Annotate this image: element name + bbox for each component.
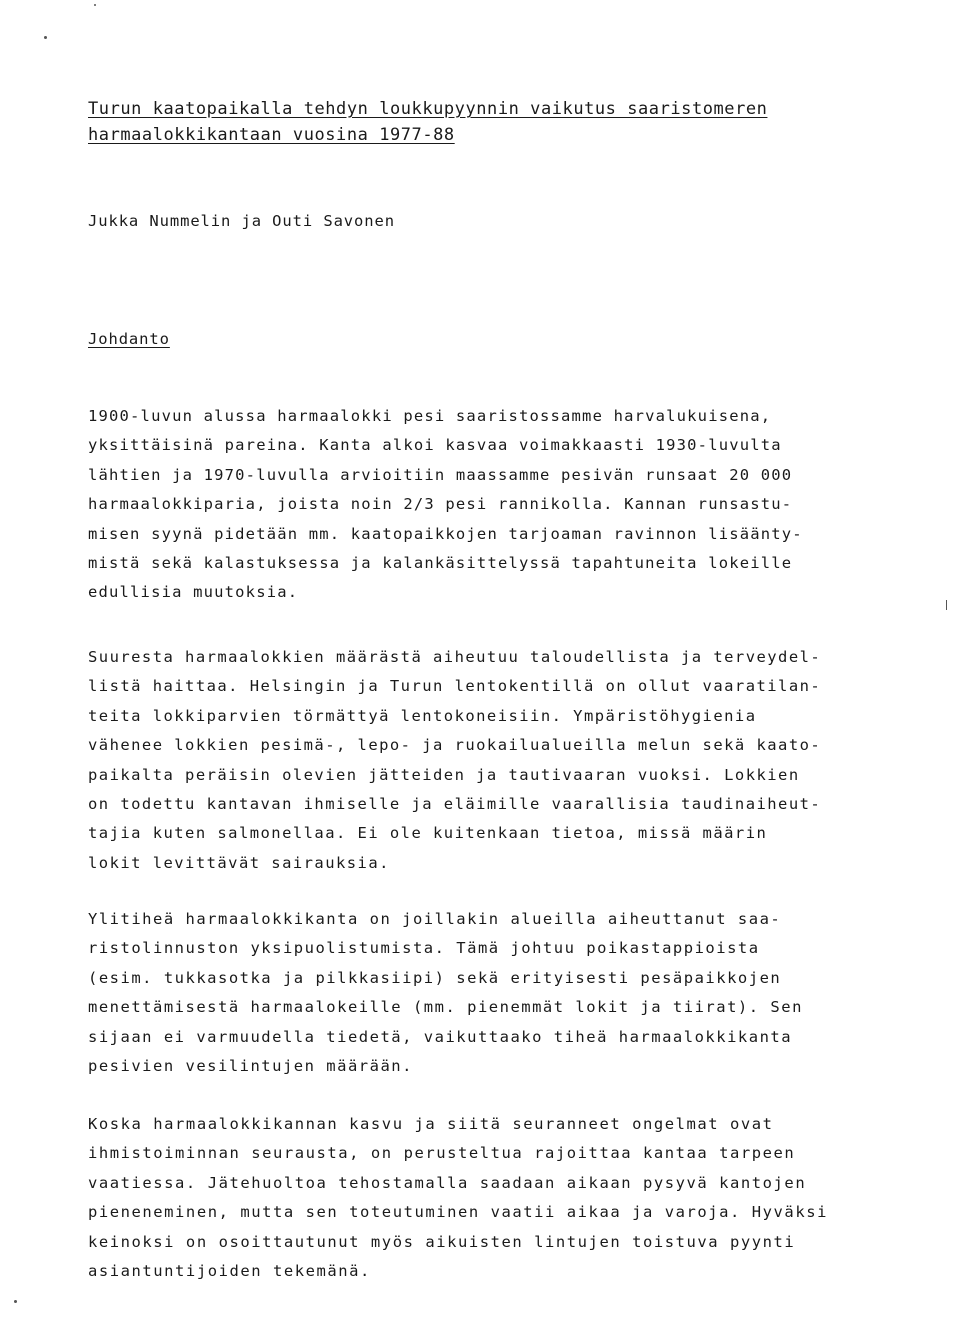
scan-speck bbox=[44, 36, 47, 39]
paragraph-line: asiantuntijoiden tekemänä. bbox=[88, 1261, 371, 1280]
paragraph-line: paikalta peräisin olevien jätteiden ja tautivaaran vuoksi. Lokkien bbox=[88, 765, 800, 784]
paragraph-line: harmaalokkiparia, joista noin 2/3 pesi rannikolla. Kannan runsastu- bbox=[88, 495, 793, 514]
paragraph-line: (esim. tukkasotka ja pilkkasiipi) sekä erityisesti pesäpaikkojen bbox=[88, 968, 782, 987]
scan-speck bbox=[946, 600, 947, 610]
paragraph-line: edullisia muutoksia. bbox=[88, 583, 299, 602]
document-title bbox=[88, 96, 888, 148]
paragraph-line: vähenee lokkien pesimä-, lepo- ja ruokailualueilla melun sekä kaato- bbox=[88, 736, 822, 755]
paragraph-line: yksittäisinä pareina. Kanta alkoi kasvaa voimakkaasti 1930-luvulta bbox=[88, 436, 782, 455]
paragraph-line: misen syynä pidetään mm. kaatopaikkojen tarjoaman ravinnon lisäänty- bbox=[88, 524, 803, 543]
paragraph-line: keinoksi on osoittautunut myös aikuisten lintujen toistuva pyynti bbox=[88, 1232, 796, 1251]
paragraph-line: ristolinnuston yksipuolistumista. Tämä johtuu poikastappioista bbox=[88, 939, 760, 958]
paragraph-line: mistä sekä kalastuksessa ja kalankäsittelyssä tapahtuneita lokeille bbox=[88, 553, 793, 572]
paragraph-line: lähtien ja 1970-luvulla arvioitiin maassamme pesivän runsaat 20 000 bbox=[88, 465, 793, 484]
title-line: harmaalokkikantaan vuosina 1977-88 bbox=[88, 125, 455, 145]
paragraph-line: vaatiessa. Jätehuoltoa tehostamalla saadaan aikaan pysyvä kantojen bbox=[88, 1173, 807, 1192]
paragraph-line: sijaan ei varmuudella tiedetä, vaikuttaako tiheä harmaalokkikanta bbox=[88, 1027, 793, 1046]
paragraph-line: Suuresta harmaalokkien määrästä aiheutuu taloudellista ja terveydel- bbox=[88, 648, 822, 666]
paragraph-line: teita lokkiparvien törmättyä lentokoneisiin. Ympäristöhygienia bbox=[88, 706, 757, 725]
paragraph-line: pieneneminen, mutta sen toteutuminen vaatii aikaa ja varoja. Hyväksi bbox=[88, 1203, 828, 1222]
paragraph bbox=[88, 643, 878, 878]
paragraph-line: listä haittaa. Helsingin ja Turun lentokentillä on ollut vaaratilan- bbox=[88, 677, 822, 696]
paragraph bbox=[88, 905, 878, 1081]
section-heading: Johdanto bbox=[88, 330, 170, 348]
paragraph-line: Ylitiheä harmaalokkikanta on joillakin alueilla aiheuttanut saa- bbox=[88, 910, 782, 928]
paragraph-line: 1900-luvun alussa harmaalokki pesi saaristossamme harvalukuisena, bbox=[88, 407, 772, 425]
paragraph-line: Koska harmaalokkikannan kasvu ja siitä seuranneet ongelmat ovat bbox=[88, 1115, 774, 1133]
title-line: Turun kaatopaikalla tehdyn loukkupyynnin vaikutus saaristomeren bbox=[88, 99, 768, 119]
scan-speck bbox=[94, 4, 96, 6]
paragraph-line: lokit levittävät sairauksia. bbox=[88, 853, 390, 872]
paragraph-line: on todettu kantavan ihmiselle ja eläimille vaarallisia taudinaiheut- bbox=[88, 794, 822, 813]
paragraph-line: menettämisestä harmaalokeille (mm. pienemmät lokit ja tiirat). Sen bbox=[88, 998, 803, 1017]
authors: Jukka Nummelin ja Outi Savonen bbox=[88, 212, 395, 230]
paragraph-line: pesivien vesilintujen määrään. bbox=[88, 1056, 413, 1075]
paragraph-line: tajia kuten salmonellaa. Ei ole kuitenkaan tietoa, missä määrin bbox=[88, 824, 768, 843]
scan-speck bbox=[14, 1300, 17, 1303]
paragraph bbox=[88, 1110, 878, 1286]
paragraph-line: ihmistoiminnan seurausta, on perusteltua rajoittaa kantaa tarpeen bbox=[88, 1144, 796, 1163]
paragraph bbox=[88, 402, 878, 608]
